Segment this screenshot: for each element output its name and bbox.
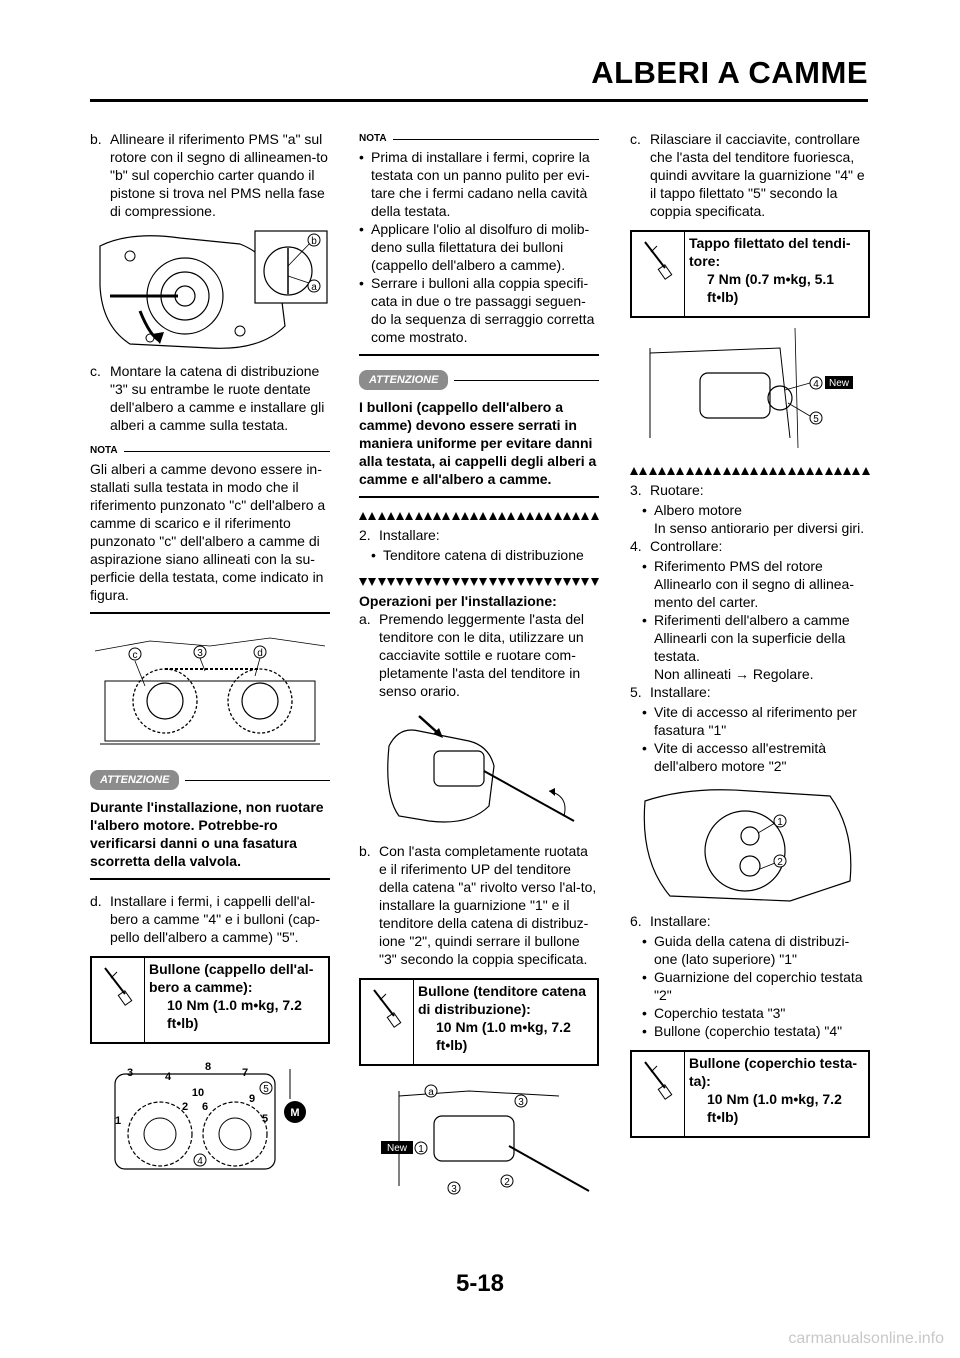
callout-5: 5 <box>813 414 819 425</box>
step-text: Controllare: <box>650 538 723 554</box>
torque-wrench-icon <box>361 980 414 1064</box>
step-text: Installare: <box>650 684 711 700</box>
step-5 <box>630 683 870 701</box>
step-6 <box>630 912 870 930</box>
torque-value: 10 Nm (1.0 m•kg, 7.2 ft•lb) <box>167 997 302 1031</box>
step-item: • Guarnizione del coperchio testata "2" <box>642 969 863 1003</box>
callout-b: b <box>311 236 317 247</box>
step-d <box>90 892 330 946</box>
seq-10: 10 <box>191 1087 205 1099</box>
watermark: carmanualsonline.info <box>788 1330 944 1347</box>
attenzione-end-rule <box>90 878 330 880</box>
attenzione-text: I bulloni (cappello dell'albero a camme) devono essere serrati in maniera uniforme per evitare danni alla testata, ai cappelli degli alberi a camme e all'albero a camme. <box>359 399 597 487</box>
torque-wrench-icon <box>92 958 145 1042</box>
figure-tensioner-screwdriver <box>359 706 599 836</box>
callout-1: 1 <box>418 1144 424 1155</box>
figure-rotor-alignment <box>90 226 330 356</box>
step-text: Montare la catena di distribuzione "3" su entrambe le ruote dentate dell'albero a camme e installare gli alberi a camme sulla testata. <box>110 363 325 433</box>
seq-2: 2 <box>181 1101 189 1113</box>
attenzione-badge: ATTENZIONE <box>90 770 179 790</box>
attenzione-header <box>90 770 330 790</box>
nota-end-rule <box>359 354 599 356</box>
torque-name: Bullone (tenditore catena di distribuzione): <box>418 983 587 1017</box>
new-part-badge: New <box>386 1143 408 1154</box>
attenzione-text: Durante l'installazione, non ruotare l'albero motore. Potrebbe-ro verificarsi danni o una fasatura scorretta della valvola. <box>90 799 324 869</box>
triangle-row-up <box>630 467 870 477</box>
step-note: Non allineati → Regolare. <box>654 666 814 682</box>
step-label: 5. <box>630 684 642 700</box>
step-note: In senso antiorario per diversi giri. <box>654 520 865 536</box>
nota-text: Gli alberi a camme devono essere in-stallati sulla testata in modo che il riferimento punzonato "c" dell'albero a camme di scarico e il riferimento punzonato "c" dell'albero a camme di aspirazione siano allineati con la su-perficie della testata, come indicato in figura. <box>90 461 326 603</box>
step-text: Installare i fermi, i cappelli dell'al-bero a camme "4" e i bulloni (cap-pello dell'albero a camme) "5". <box>110 893 320 945</box>
torque-box-tensioner-cap <box>630 230 870 318</box>
nota-header <box>90 442 330 460</box>
callout-4: 4 <box>813 379 819 390</box>
figure-access-screws <box>630 781 870 906</box>
torque-box-camshaft-cap <box>90 956 330 1044</box>
torque-value: 7 Nm (0.7 m•kg, 5.1 ft•lb) <box>707 271 835 305</box>
nota-label: NOTA <box>359 133 387 144</box>
nota-header <box>359 130 599 148</box>
step-label: 2. <box>359 527 371 543</box>
page-title: ALBERI A CAMME <box>591 55 868 90</box>
figure-tensioner-cap <box>630 328 870 453</box>
callout-3-top: 3 <box>518 1097 524 1108</box>
seq-1: 1 <box>114 1115 122 1127</box>
step-label: d. <box>90 893 102 909</box>
callout-d: d <box>257 648 263 659</box>
callout-2: 2 <box>777 857 783 868</box>
step-text: Ruotare: <box>650 482 704 498</box>
step-label: a. <box>359 611 371 627</box>
step-item: • Riferimenti dell'albero a camme <box>642 612 850 628</box>
callout-3: 3 <box>197 648 203 659</box>
step-label: b. <box>90 131 102 147</box>
triangle-row-down <box>359 578 599 588</box>
new-part-badge: New <box>828 378 850 389</box>
callout-5: 5 <box>263 1084 269 1095</box>
callout-a: a <box>311 282 317 293</box>
step-label: c. <box>90 363 101 379</box>
step-item: • Albero motore <box>642 502 742 518</box>
seq-4: 4 <box>164 1071 172 1083</box>
column-3 <box>630 130 870 1148</box>
step-4 <box>630 537 870 555</box>
op-b <box>359 842 599 968</box>
step-note: Allinearlo con il segno di allinea-mento del carter. <box>654 576 855 610</box>
figure-tightening-sequence <box>90 1054 330 1184</box>
figure-tensioner-install <box>359 1076 599 1201</box>
torque-box-tensioner <box>359 978 599 1066</box>
callout-3-bottom: 3 <box>451 1184 457 1195</box>
seq-3: 3 <box>126 1067 134 1079</box>
torque-wrench-icon <box>632 232 685 316</box>
seq-9: 9 <box>248 1093 256 1105</box>
nota-item: • Serrare i bulloni alla coppia specifi-cata in due o tre passaggi seguen-do la sequenza di serraggio corretta come mostrato. <box>359 275 595 345</box>
seq-5b: 5 <box>261 1113 269 1125</box>
seq-6: 6 <box>201 1101 209 1113</box>
callout-2: 2 <box>504 1177 510 1188</box>
torque-wrench-icon <box>632 1052 685 1136</box>
torque-name: Bullone (cappello dell'al-bero a camme): <box>149 961 314 995</box>
seq-7: 7 <box>241 1067 249 1079</box>
step-item: • Bullone (coperchio testata) "4" <box>642 1023 843 1039</box>
step-item: • Vite di accesso all'estremità dell'albero motore "2" <box>642 740 827 774</box>
nota-item: • Prima di installare i fermi, coprire la testata con un panno pulito per evi-tare che i fermi cadano nella cavità della testata. <box>359 149 590 219</box>
moly-oil-icon: M <box>290 1107 300 1119</box>
attenzione-end-rule <box>359 496 599 498</box>
callout-c: c <box>132 650 138 661</box>
step-item: • Riferimento PMS del rotore <box>642 558 823 574</box>
step-text: Premendo leggermente l'asta del tenditore con le dita, utilizzare un cacciavite sottile e ruotare com-pletamente l'asta del tenditore in senso orario. <box>379 611 585 699</box>
torque-value: 10 Nm (1.0 m•kg, 7.2 ft•lb) <box>707 1091 842 1125</box>
step-note: Allinearli con la superficie della testata. <box>654 630 846 664</box>
step-item: • Vite di accesso al riferimento per fasatura "1" <box>642 704 857 738</box>
nota-label: NOTA <box>90 445 118 456</box>
step-item: • Guida della catena di distribuzi-one (lato superiore) "1" <box>642 933 850 967</box>
step-label: c. <box>630 131 641 147</box>
attenzione-badge: ATTENZIONE <box>359 370 448 390</box>
step-3 <box>630 481 870 499</box>
op-a <box>359 610 599 700</box>
column-1 <box>90 130 330 1190</box>
step-2 <box>359 526 599 544</box>
callout-4: 4 <box>197 1156 203 1167</box>
step-text: Installare: <box>650 913 711 929</box>
torque-name: Tappo filettato del tendi-tore: <box>689 235 851 269</box>
figure-camshaft-chain <box>90 626 330 756</box>
callout-a: a <box>428 1087 434 1098</box>
nota-item: • Applicare l'olio al disolfuro di molib-deno sulla filettatura dei bulloni (cappello dell'albero a camme). <box>359 221 590 273</box>
step-item: • Coperchio testata "3" <box>642 1005 786 1021</box>
step-b <box>90 130 330 220</box>
page-number: 5-18 <box>455 1270 505 1297</box>
step-item: • Tenditore catena di distribuzione <box>371 547 584 563</box>
title-rule <box>90 99 868 102</box>
column-2 <box>359 130 599 1207</box>
step-label: b. <box>359 843 371 859</box>
nota-end-rule <box>90 612 330 614</box>
step-c <box>630 130 870 220</box>
callout-1: 1 <box>777 817 783 828</box>
torque-value: 10 Nm (1.0 m•kg, 7.2 ft•lb) <box>436 1019 571 1053</box>
torque-box-head-cover <box>630 1050 870 1138</box>
step-label: 6. <box>630 913 642 929</box>
step-text: Rilasciare il cacciavite, controllare che l'asta del tenditore fuoriesca, quindi avvitare la guarnizione "4" e il tappo filettato "5" secondo la coppia specificata. <box>650 131 865 219</box>
operations-title: Operazioni per l'installazione: <box>359 593 557 609</box>
step-label: 4. <box>630 538 642 554</box>
step-text: Allineare il riferimento PMS "a" sul rotore con il segno di allineamen-to "b" sul coperchio carter quando il pistone si trova nel PMS nella fase di compressione. <box>110 131 328 219</box>
triangle-row-up <box>359 512 599 522</box>
step-text: Installare: <box>379 527 440 543</box>
attenzione-header <box>359 370 599 390</box>
step-c <box>90 362 330 434</box>
seq-8: 8 <box>204 1061 212 1073</box>
step-label: 3. <box>630 482 642 498</box>
torque-name: Bullone (coperchio testa-ta): <box>689 1055 858 1089</box>
step-text: Con l'asta completamente ruotata e il riferimento UP del tenditore della catena "a" rivolto verso l'al-to, installare la guarnizione "1" e il tenditore della catena di distribuz-ione "2", quindi serrare il bullone "3" secondo la coppia specificata. <box>379 843 597 967</box>
